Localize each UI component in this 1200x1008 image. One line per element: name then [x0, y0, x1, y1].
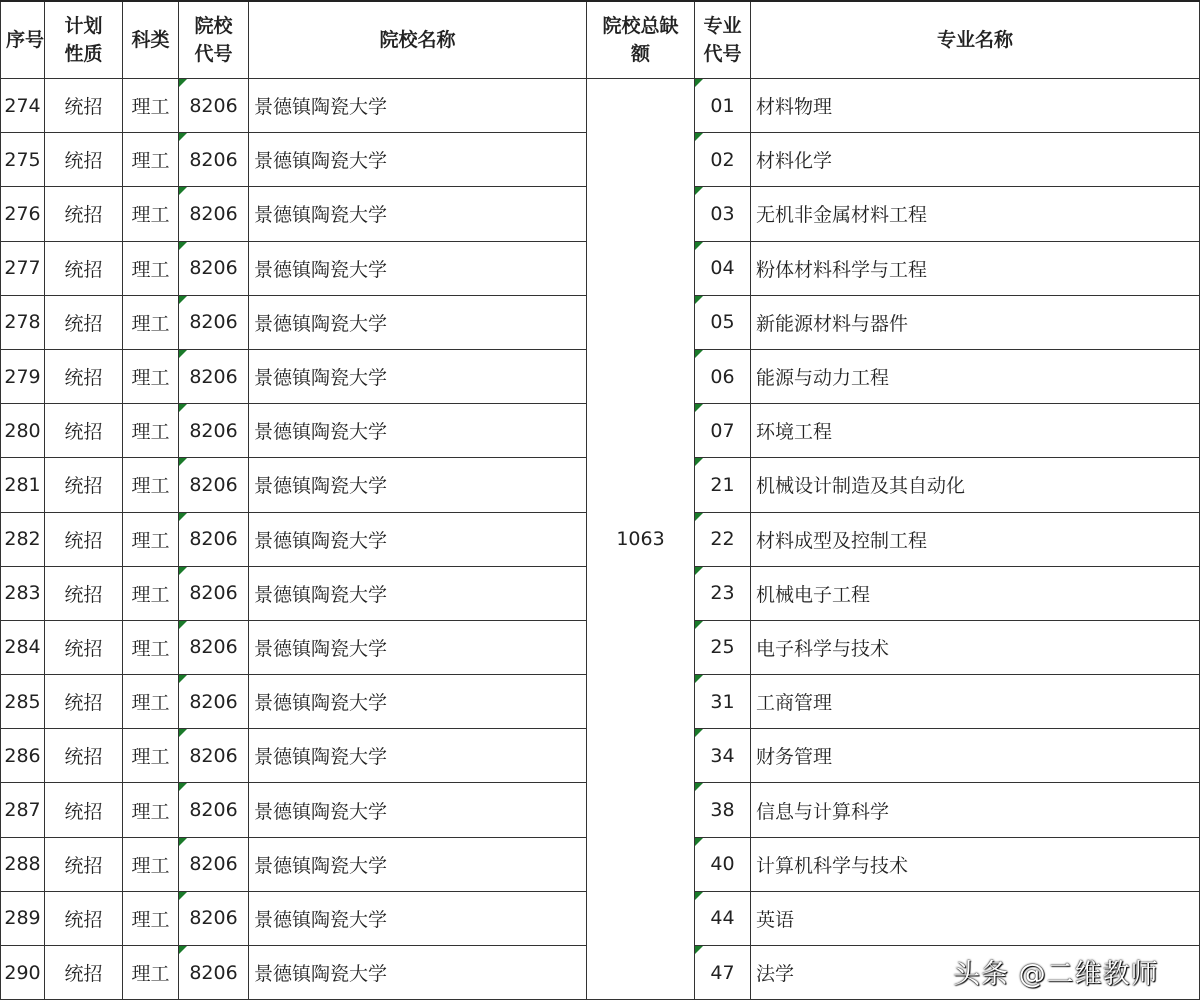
cell-major-name: 材料物理: [751, 79, 1200, 133]
cell-major-name: 英语: [751, 891, 1200, 945]
cell-school-name: 景德镇陶瓷大学: [249, 891, 587, 945]
cell-major-name: 材料化学: [751, 133, 1200, 187]
cell-category: 理工: [123, 295, 179, 349]
cell-school-name: 景德镇陶瓷大学: [249, 295, 587, 349]
cell-seq: 280: [1, 404, 45, 458]
cell-school-name: 景德镇陶瓷大学: [249, 783, 587, 837]
cell-school-name: 景德镇陶瓷大学: [249, 729, 587, 783]
cell-category: 理工: [123, 349, 179, 403]
cell-school-name: 景德镇陶瓷大学: [249, 404, 587, 458]
cell-plan: 统招: [45, 946, 123, 1000]
cell-plan: 统招: [45, 404, 123, 458]
cell-category: 理工: [123, 620, 179, 674]
cell-plan: 统招: [45, 79, 123, 133]
cell-school-name: 景德镇陶瓷大学: [249, 566, 587, 620]
header-plan: 计划性质: [45, 1, 123, 79]
cell-major-name: 能源与动力工程: [751, 349, 1200, 403]
cell-category: 理工: [123, 837, 179, 891]
header-school-name: 院校名称: [249, 1, 587, 79]
header-seq: 序号: [1, 1, 45, 79]
cell-school-name: 景德镇陶瓷大学: [249, 349, 587, 403]
cell-school-code: 8206: [179, 458, 249, 512]
cell-major-name: 信息与计算科学: [751, 783, 1200, 837]
cell-major-code: 22: [695, 512, 751, 566]
cell-plan: 统招: [45, 566, 123, 620]
cell-seq: 274: [1, 79, 45, 133]
cell-plan: 统招: [45, 295, 123, 349]
table-row: [1, 79, 1200, 133]
cell-category: 理工: [123, 675, 179, 729]
cell-major-code: 01: [695, 79, 751, 133]
cell-major-name: 无机非金属材料工程: [751, 187, 1200, 241]
header-major-code: 专业代号: [695, 1, 751, 79]
header-major-name: 专业名称: [751, 1, 1200, 79]
cell-category: 理工: [123, 79, 179, 133]
watermark: 头条 @二维教师: [953, 959, 1159, 990]
cell-school-name: 景德镇陶瓷大学: [249, 837, 587, 891]
cell-major-name: 新能源材料与器件: [751, 295, 1200, 349]
cell-major-code: 40: [695, 837, 751, 891]
cell-school-name: 景德镇陶瓷大学: [249, 187, 587, 241]
cell-category: 理工: [123, 729, 179, 783]
header-category: 科类: [123, 1, 179, 79]
cell-school-code: 8206: [179, 187, 249, 241]
cell-plan: 统招: [45, 133, 123, 187]
cell-school-code: 8206: [179, 295, 249, 349]
cell-school-name: 景德镇陶瓷大学: [249, 512, 587, 566]
cell-category: 理工: [123, 404, 179, 458]
cell-major-name: 法学: [751, 946, 1200, 1000]
cell-seq: 276: [1, 187, 45, 241]
cell-school-code: 8206: [179, 566, 249, 620]
cell-major-code: 47: [695, 946, 751, 1000]
cell-major-code: 44: [695, 891, 751, 945]
cell-plan: 统招: [45, 349, 123, 403]
cell-category: 理工: [123, 458, 179, 512]
cell-major-name: 电子科学与技术: [751, 620, 1200, 674]
cell-seq: 278: [1, 295, 45, 349]
cell-plan: 统招: [45, 458, 123, 512]
cell-seq: 283: [1, 566, 45, 620]
cell-seq: 287: [1, 783, 45, 837]
cell-school-code: 8206: [179, 837, 249, 891]
header-total-vacancy: 院校总缺额: [587, 1, 695, 79]
cell-seq: 289: [1, 891, 45, 945]
cell-major-name: 材料成型及控制工程: [751, 512, 1200, 566]
cell-category: 理工: [123, 946, 179, 1000]
cell-category: 理工: [123, 783, 179, 837]
cell-major-code: 21: [695, 458, 751, 512]
cell-seq: 290: [1, 946, 45, 1000]
header-school-code: 院校代号: [179, 1, 249, 79]
cell-category: 理工: [123, 566, 179, 620]
cell-major-name: 工商管理: [751, 675, 1200, 729]
cell-plan: 统招: [45, 512, 123, 566]
cell-major-name: 粉体材料科学与工程: [751, 241, 1200, 295]
cell-seq: 288: [1, 837, 45, 891]
cell-plan: 统招: [45, 241, 123, 295]
cell-school-name: 景德镇陶瓷大学: [249, 458, 587, 512]
cell-plan: 统招: [45, 729, 123, 783]
cell-category: 理工: [123, 891, 179, 945]
cell-seq: 277: [1, 241, 45, 295]
cell-school-name: 景德镇陶瓷大学: [249, 79, 587, 133]
cell-school-code: 8206: [179, 675, 249, 729]
cell-category: 理工: [123, 241, 179, 295]
cell-major-code: 03: [695, 187, 751, 241]
cell-major-code: 23: [695, 566, 751, 620]
cell-major-code: 02: [695, 133, 751, 187]
cell-school-name: 景德镇陶瓷大学: [249, 675, 587, 729]
cell-school-code: 8206: [179, 946, 249, 1000]
cell-school-code: 8206: [179, 404, 249, 458]
cell-major-code: 06: [695, 349, 751, 403]
cell-school-code: 8206: [179, 79, 249, 133]
cell-plan: 统招: [45, 783, 123, 837]
cell-major-code: 05: [695, 295, 751, 349]
cell-seq: 282: [1, 512, 45, 566]
cell-school-name: 景德镇陶瓷大学: [249, 133, 587, 187]
cell-plan: 统招: [45, 837, 123, 891]
cell-seq: 286: [1, 729, 45, 783]
cell-school-code: 8206: [179, 241, 249, 295]
cell-school-code: 8206: [179, 620, 249, 674]
cell-school-name: 景德镇陶瓷大学: [249, 241, 587, 295]
cell-seq: 285: [1, 675, 45, 729]
cell-seq: 275: [1, 133, 45, 187]
cell-category: 理工: [123, 512, 179, 566]
cell-school-code: 8206: [179, 512, 249, 566]
cell-seq: 281: [1, 458, 45, 512]
cell-school-code: 8206: [179, 891, 249, 945]
cell-major-name: 财务管理: [751, 729, 1200, 783]
cell-major-name: 机械电子工程: [751, 566, 1200, 620]
cell-category: 理工: [123, 133, 179, 187]
cell-school-name: 景德镇陶瓷大学: [249, 946, 587, 1000]
cell-seq: 279: [1, 349, 45, 403]
cell-plan: 统招: [45, 675, 123, 729]
cell-major-code: 04: [695, 241, 751, 295]
cell-major-code: 07: [695, 404, 751, 458]
cell-school-code: 8206: [179, 783, 249, 837]
cell-school-name: 景德镇陶瓷大学: [249, 620, 587, 674]
cell-major-name: 计算机科学与技术: [751, 837, 1200, 891]
cell-major-code: 31: [695, 675, 751, 729]
cell-seq: 284: [1, 620, 45, 674]
cell-major-name: 机械设计制造及其自动化: [751, 458, 1200, 512]
cell-category: 理工: [123, 187, 179, 241]
cell-school-code: 8206: [179, 349, 249, 403]
cell-major-name: 环境工程: [751, 404, 1200, 458]
cell-major-code: 25: [695, 620, 751, 674]
cell-plan: 统招: [45, 187, 123, 241]
cell-major-code: 34: [695, 729, 751, 783]
cell-school-code: 8206: [179, 729, 249, 783]
cell-plan: 统招: [45, 620, 123, 674]
cell-plan: 统招: [45, 891, 123, 945]
cell-major-code: 38: [695, 783, 751, 837]
header-row: [1, 1, 1200, 79]
cell-total-vacancy: 1063: [587, 79, 695, 1000]
cell-school-code: 8206: [179, 133, 249, 187]
